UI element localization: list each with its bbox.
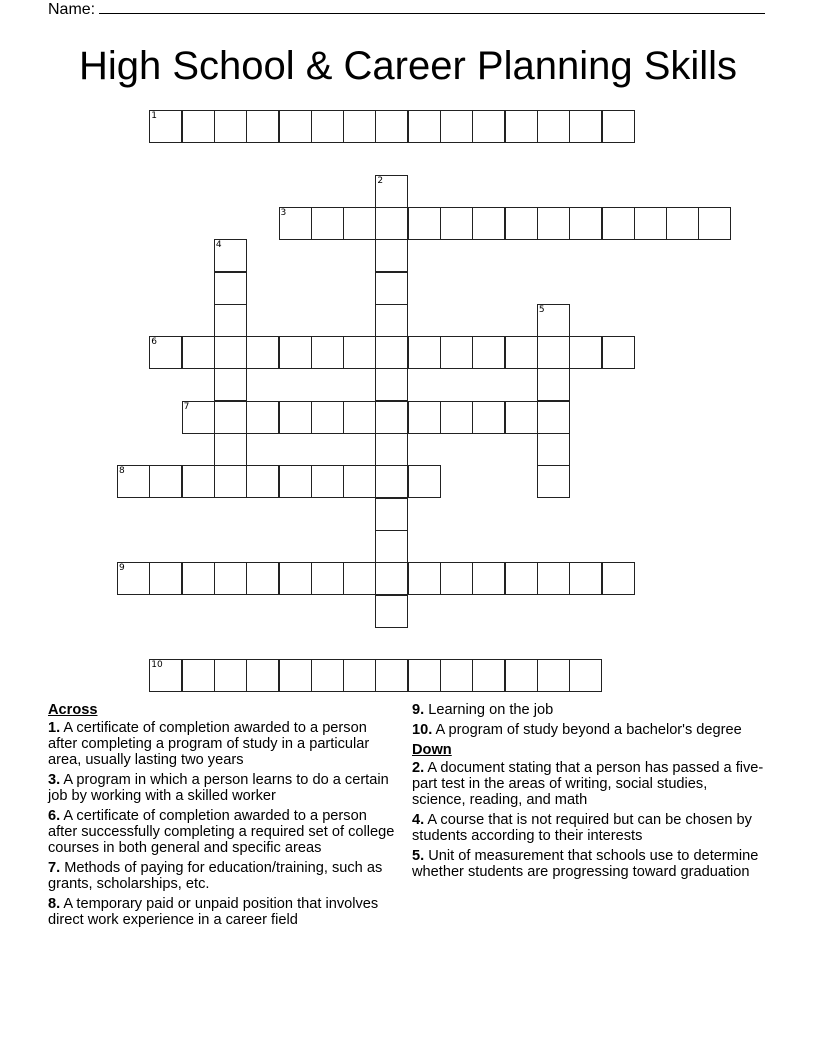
clue-item xyxy=(48,860,400,892)
grid-cell[interactable] xyxy=(182,465,215,498)
clue-item xyxy=(48,720,400,768)
grid-cell[interactable] xyxy=(602,207,635,240)
clue-item xyxy=(412,722,764,738)
grid-cell[interactable] xyxy=(182,110,215,143)
clue-item xyxy=(412,760,764,808)
grid-cell[interactable] xyxy=(537,304,570,337)
clue-text: Methods of paying for education/training, such as grants, scholarships, etc. xyxy=(48,860,383,892)
grid-cell[interactable] xyxy=(505,336,538,369)
grid-cell[interactable] xyxy=(214,659,247,692)
clue-item xyxy=(412,848,764,880)
clue-number-label: 3 xyxy=(280,207,287,218)
grid-cell[interactable] xyxy=(149,110,182,143)
grid-cell[interactable] xyxy=(408,562,441,595)
clue-number-label: 8 xyxy=(119,466,125,477)
clue-text: A program in which a person learns to do a certain job by working with a skilled worker xyxy=(48,772,389,804)
grid-cell[interactable] xyxy=(375,433,408,466)
clue-text: A certificate of completion awarded to a person after successfully completing a required set of college courses in both general and specific areas xyxy=(48,808,395,856)
grid-cell[interactable] xyxy=(343,110,376,143)
grid-cell[interactable] xyxy=(408,465,441,498)
grid-cell[interactable] xyxy=(698,207,731,240)
clues-heading: Down xyxy=(412,742,452,758)
clue-text: A program of study beyond a bachelor's degree xyxy=(432,722,742,738)
grid-cell[interactable] xyxy=(537,659,570,692)
clue-text: A course that is not required but can be chosen by students according to their interests xyxy=(412,812,752,844)
clues-column-left xyxy=(48,702,400,932)
grid-cell[interactable] xyxy=(214,304,247,337)
clue-number: 2. xyxy=(412,760,425,776)
grid-cell[interactable] xyxy=(214,433,247,466)
grid-cell[interactable] xyxy=(537,110,570,143)
clue-number-label: 9 xyxy=(119,563,125,574)
clue-number-label: 5 xyxy=(538,304,545,315)
grid-cell[interactable] xyxy=(440,207,473,240)
clue-item xyxy=(48,772,400,804)
grid-cell[interactable] xyxy=(472,207,505,240)
grid-cell[interactable] xyxy=(149,659,182,692)
clue-text: A certificate of completion awarded to a person after completing a program of study in a particular area, usually lasting two years xyxy=(48,720,370,768)
clue-number-label: 6 xyxy=(151,337,158,348)
grid-cell[interactable] xyxy=(246,336,279,369)
grid-cell[interactable] xyxy=(311,336,344,369)
grid-cell[interactable] xyxy=(472,659,505,692)
grid-cell[interactable] xyxy=(214,272,247,305)
grid-cell[interactable] xyxy=(182,336,215,369)
grid-cell[interactable] xyxy=(666,207,699,240)
grid-cell[interactable] xyxy=(182,401,215,434)
grid-cell[interactable] xyxy=(537,368,570,401)
grid-cell[interactable] xyxy=(375,207,408,240)
grid-cell[interactable] xyxy=(343,659,376,692)
grid-cell[interactable] xyxy=(246,562,279,595)
grid-cell[interactable] xyxy=(117,562,150,595)
grid-cell[interactable] xyxy=(375,336,408,369)
grid-cell[interactable] xyxy=(602,562,635,595)
grid-cell[interactable] xyxy=(182,562,215,595)
clue-item xyxy=(48,808,400,856)
clue-number: 5. xyxy=(412,848,425,864)
grid-cell[interactable] xyxy=(149,562,182,595)
grid-cell[interactable] xyxy=(602,110,635,143)
grid-cell[interactable] xyxy=(246,401,279,434)
grid-cell[interactable] xyxy=(537,207,570,240)
clue-number: 1. xyxy=(48,720,61,736)
grid-cell[interactable] xyxy=(472,562,505,595)
grid-cell[interactable] xyxy=(246,110,279,143)
grid-cell[interactable] xyxy=(440,562,473,595)
grid-cell[interactable] xyxy=(505,659,538,692)
clue-number-label: 1 xyxy=(151,111,158,121)
grid-cell[interactable] xyxy=(214,336,247,369)
grid-cell[interactable] xyxy=(246,659,279,692)
grid-cell[interactable] xyxy=(311,110,344,143)
grid-cell[interactable] xyxy=(505,401,538,434)
clue-number: 9. xyxy=(412,702,425,718)
grid-cell[interactable] xyxy=(375,175,408,208)
clue-number-label: 2 xyxy=(377,175,384,186)
grid-cell[interactable] xyxy=(537,401,570,434)
grid-cell[interactable] xyxy=(569,336,602,369)
grid-cell[interactable] xyxy=(214,401,247,434)
grid-cell[interactable] xyxy=(375,272,408,305)
clue-number: 6. xyxy=(48,808,61,824)
grid-cell[interactable] xyxy=(214,562,247,595)
grid-cell[interactable] xyxy=(214,239,247,272)
grid-cell[interactable] xyxy=(279,562,312,595)
grid-cell[interactable] xyxy=(375,368,408,401)
grid-cell[interactable] xyxy=(408,336,441,369)
grid-cell[interactable] xyxy=(408,207,441,240)
grid-cell[interactable] xyxy=(279,207,312,240)
grid-cell[interactable] xyxy=(375,530,408,563)
grid-cell[interactable] xyxy=(311,659,344,692)
clue-number: 10. xyxy=(412,722,433,738)
clue-number-label: 7 xyxy=(183,401,190,412)
grid-cell[interactable] xyxy=(375,110,408,143)
grid-cell[interactable] xyxy=(311,465,344,498)
grid-cell[interactable] xyxy=(440,336,473,369)
grid-cell[interactable] xyxy=(440,110,473,143)
page-title: High School & Career Planning Skills xyxy=(78,44,738,88)
grid-cell[interactable] xyxy=(375,498,408,531)
grid-cell[interactable] xyxy=(375,304,408,337)
grid-cell[interactable] xyxy=(375,465,408,498)
grid-cell[interactable] xyxy=(634,207,667,240)
grid-cell[interactable] xyxy=(505,110,538,143)
grid-cell[interactable] xyxy=(375,659,408,692)
grid-cell[interactable] xyxy=(472,336,505,369)
grid-cell[interactable] xyxy=(343,207,376,240)
grid-cell[interactable] xyxy=(537,433,570,466)
clue-item xyxy=(48,896,400,928)
grid-cell[interactable] xyxy=(117,465,150,498)
grid-cell[interactable] xyxy=(472,401,505,434)
grid-cell[interactable] xyxy=(149,465,182,498)
grid-cell[interactable] xyxy=(279,336,312,369)
grid-cell[interactable] xyxy=(537,336,570,369)
clue-text: Learning on the job xyxy=(424,702,554,718)
clue-number: 7. xyxy=(48,860,61,876)
grid-cell[interactable] xyxy=(569,110,602,143)
grid-cell[interactable] xyxy=(279,659,312,692)
grid-cell[interactable] xyxy=(440,659,473,692)
grid-cell[interactable] xyxy=(246,465,279,498)
grid-cell[interactable] xyxy=(569,562,602,595)
grid-cell[interactable] xyxy=(375,239,408,272)
grid-cell[interactable] xyxy=(214,110,247,143)
grid-cell[interactable] xyxy=(149,336,182,369)
clue-number-label: 4 xyxy=(215,240,222,251)
clues-heading: Across xyxy=(48,702,98,718)
grid-cell[interactable] xyxy=(343,336,376,369)
grid-cell[interactable] xyxy=(569,659,602,692)
grid-cell[interactable] xyxy=(440,401,473,434)
grid-cell[interactable] xyxy=(375,562,408,595)
grid-cell[interactable] xyxy=(279,401,312,434)
clue-item xyxy=(412,812,764,844)
clue-text: Unit of measurement that schools use to determine whether students are progressing toward graduation xyxy=(412,848,759,880)
clue-number: 3. xyxy=(48,772,61,788)
clue-number: 4. xyxy=(412,812,425,828)
grid-cell[interactable] xyxy=(343,465,376,498)
grid-cell[interactable] xyxy=(279,465,312,498)
grid-cell[interactable] xyxy=(311,207,344,240)
grid-cell[interactable] xyxy=(375,401,408,434)
clue-number-label: 10 xyxy=(151,660,163,671)
grid-cell[interactable] xyxy=(505,207,538,240)
grid-cell[interactable] xyxy=(343,562,376,595)
clue-text: A temporary paid or unpaid position that involves direct work experience in a career field xyxy=(48,896,379,928)
grid-cell[interactable] xyxy=(375,595,408,628)
grid-cell[interactable] xyxy=(569,207,602,240)
grid-cell[interactable] xyxy=(408,110,441,143)
grid-cell[interactable] xyxy=(537,562,570,595)
grid-cell[interactable] xyxy=(311,401,344,434)
clues-column-right xyxy=(412,702,764,884)
grid-cell[interactable] xyxy=(505,562,538,595)
grid-cell[interactable] xyxy=(214,465,247,498)
name-label: Name: xyxy=(48,1,96,18)
grid-cell[interactable] xyxy=(602,336,635,369)
clue-number: 8. xyxy=(48,896,61,912)
grid-cell[interactable] xyxy=(279,110,312,143)
clue-text: A document stating that a person has passed a five-part test in the areas of writing, social studies, science, reading, and math xyxy=(412,760,764,808)
grid-cell[interactable] xyxy=(408,401,441,434)
grid-cell[interactable] xyxy=(311,562,344,595)
grid-cell[interactable] xyxy=(182,659,215,692)
grid-cell[interactable] xyxy=(343,401,376,434)
clue-item xyxy=(412,702,764,718)
grid-cell[interactable] xyxy=(214,368,247,401)
grid-cell[interactable] xyxy=(408,659,441,692)
grid-cell[interactable] xyxy=(537,465,570,498)
grid-cell[interactable] xyxy=(472,110,505,143)
